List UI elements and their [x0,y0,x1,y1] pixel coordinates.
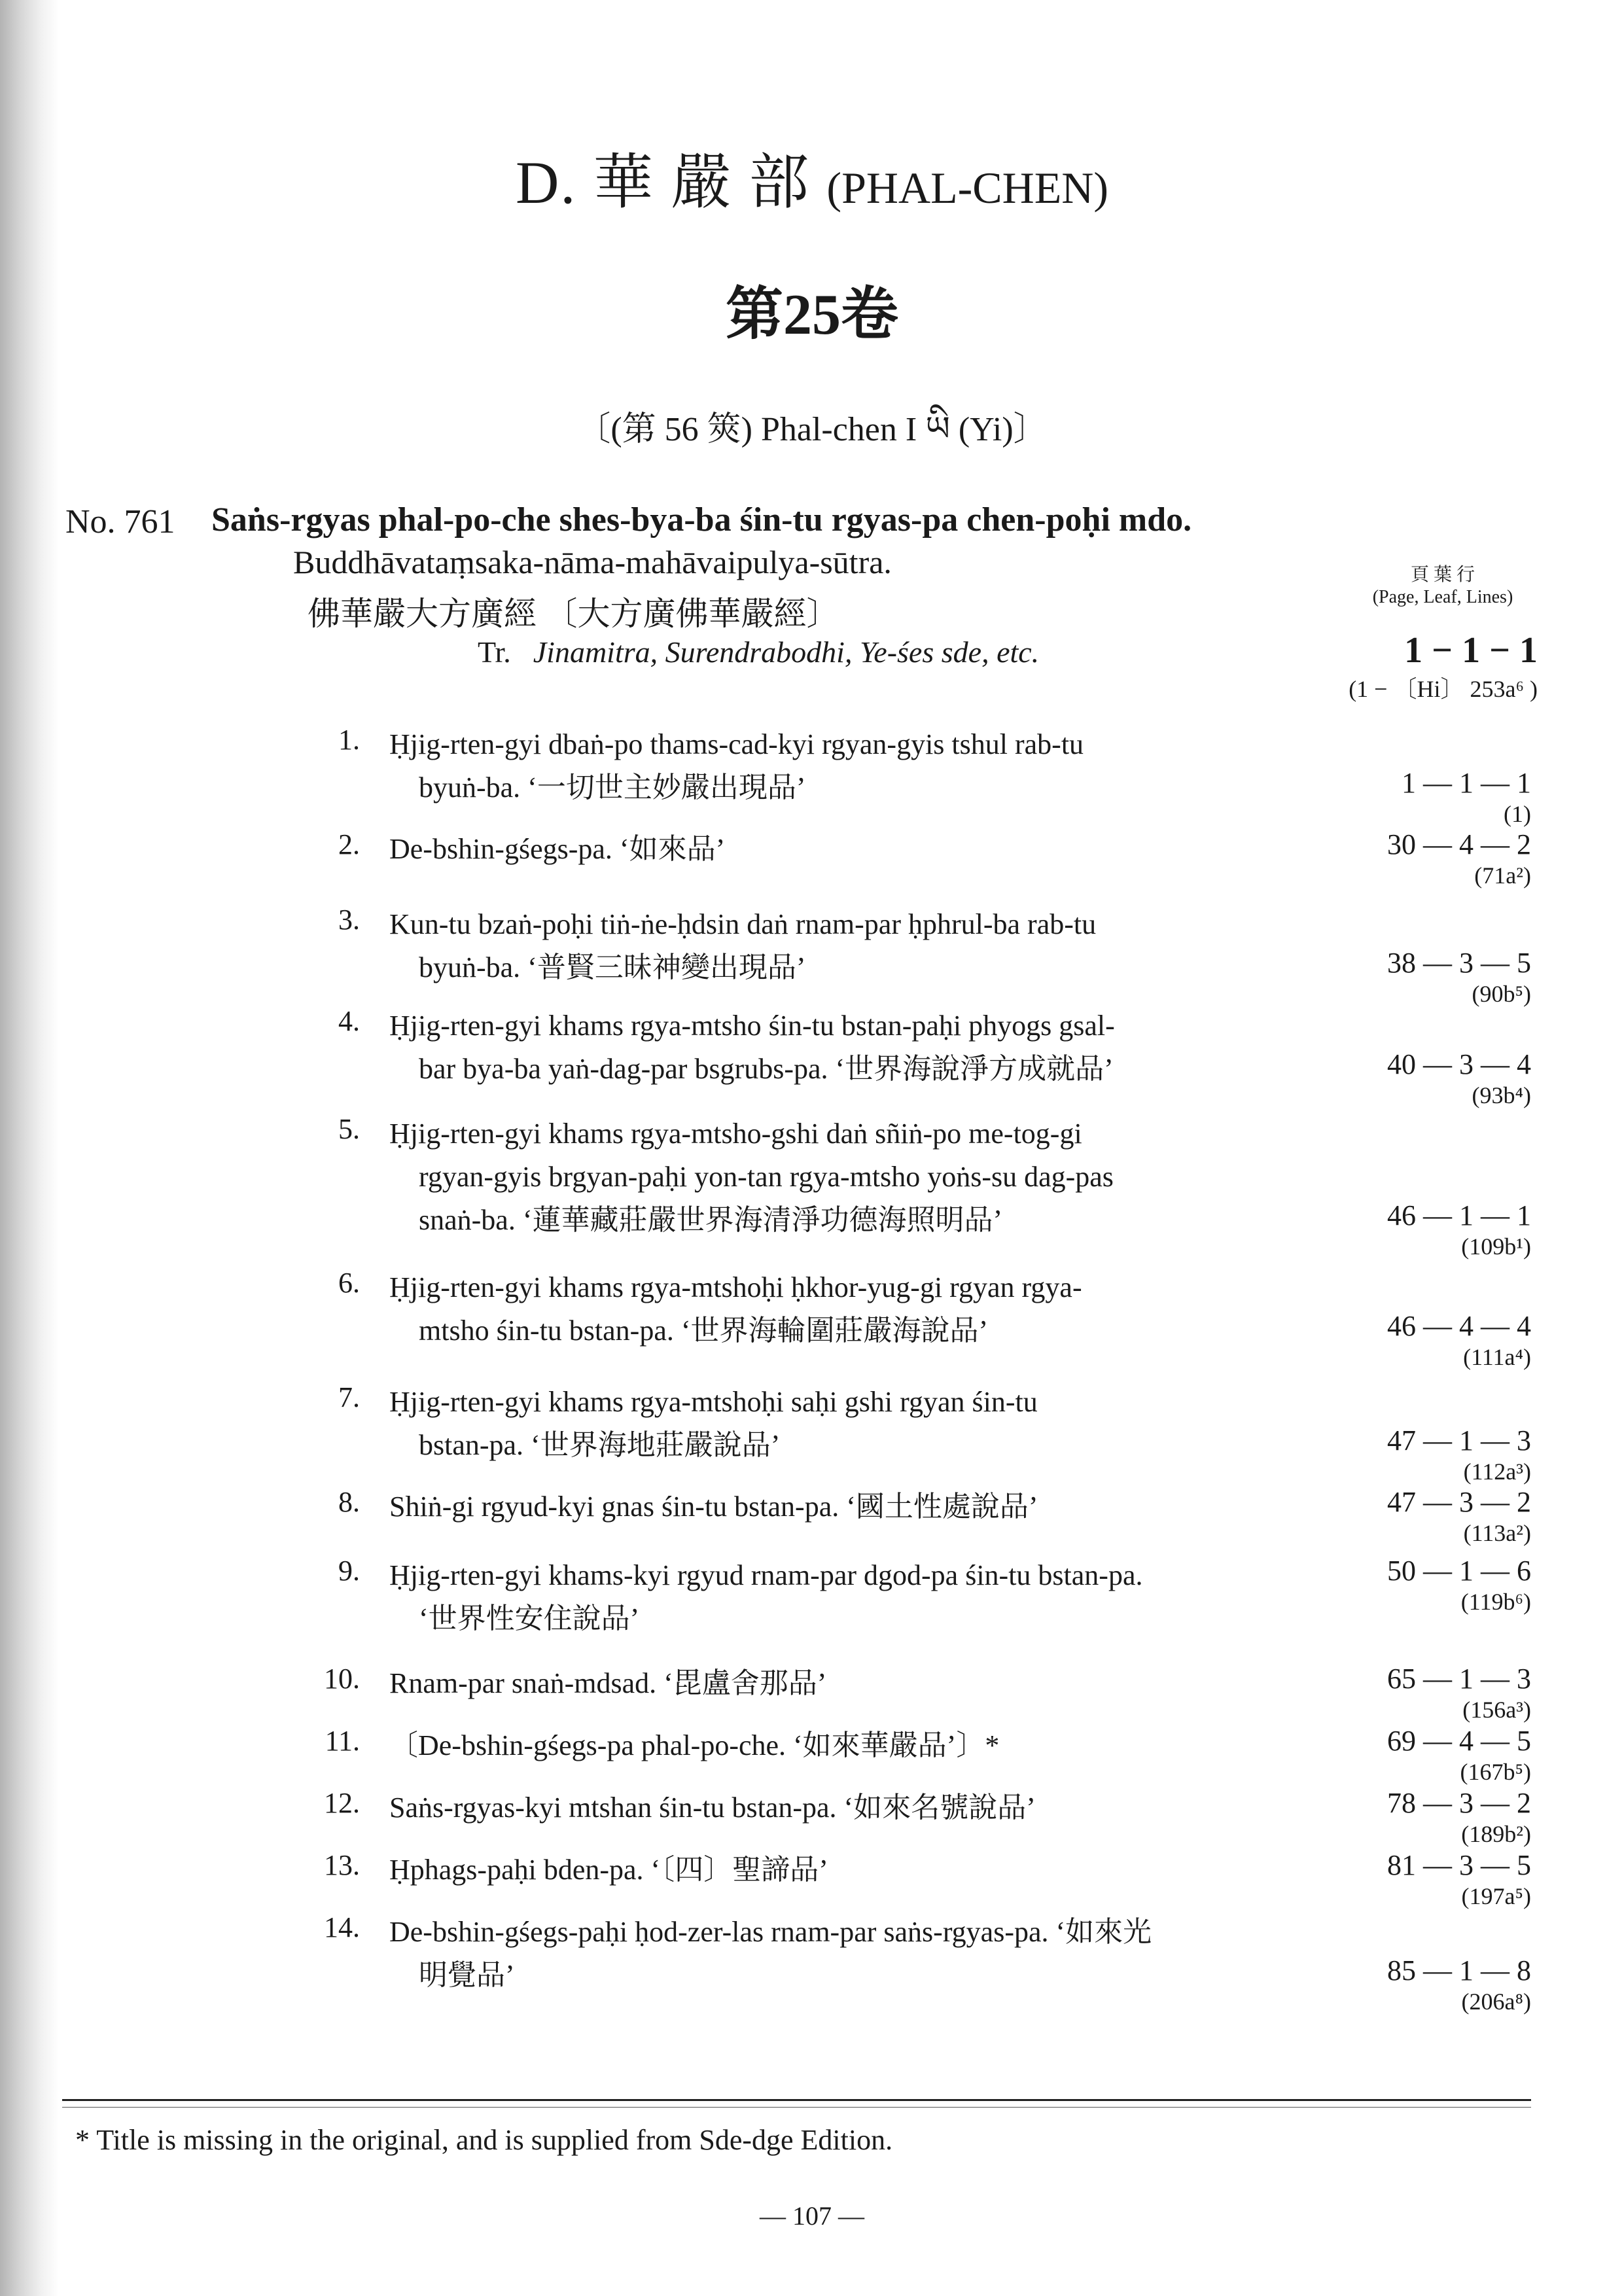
chapter-folio: (109b¹) [1461,1233,1531,1260]
chapter-title-line: Saṅs-rgyas-kyi mtshan śin-tu bstan-pa. ‘如來名號說品’ [389,1792,1036,1824]
chapter-title-line: 明覺品’ [419,1959,515,1991]
chapter-folio: (112a³) [1463,1458,1531,1485]
chapter-title-line: rgyan-gyis brgyan-paḥi yon-tan rgya-mtsho yoṅs-su dag-pas [419,1161,1114,1193]
chapter-number: 5. [338,1113,360,1145]
chapter-title-line: Ḥjig-rten-gyi khams rgya-mtsho śin-tu bstan-paḥi phyogs gsal- [389,1010,1115,1042]
footnote: * Title is missing in the original, and is supplied from Sde-dge Edition. [75,2124,893,2156]
chapter-title-line: Shiṅ-gi rgyud-kyi gnas śin-tu bstan-pa. ‘國土性處說品’ [389,1491,1038,1523]
footnote-rule-thin [62,2107,1531,2108]
chapter-title-line: byuṅ-ba. ‘普賢三昧神變出現品’ [419,951,806,983]
volume-heading: 第25卷 [725,283,898,347]
chapter-number: 4. [338,1005,360,1037]
chapter-title-line: snaṅ-ba. ‘蓮華藏莊嚴世界海清淨功德海照明品’ [419,1204,1003,1236]
chapter-folio: (71a²) [1474,862,1531,889]
chapter-reference: 38 — 3 — 5 [1387,947,1531,979]
translators-line [478,635,1039,669]
chapter-title-line: Ḥjig-rten-gyi khams rgya-mtshoḥi ḥkhor-yug-gi rgyan rgya- [389,1271,1082,1303]
tibetan-title: Saṅs-rgyas phal-po-che shes-bya-ba śin-tu rgyas-pa chen-poḥi mdo. [211,501,1192,539]
chapter-number: 1. [338,724,360,756]
chapter-folio: (90b⁵) [1472,981,1531,1007]
chapter-reference: 50 — 1 — 6 [1387,1555,1531,1587]
chapter-reference: 85 — 1 — 8 [1387,1954,1531,1987]
chapter-reference: 69 — 4 — 5 [1387,1725,1531,1757]
chapter-folio: (111a⁴) [1463,1344,1531,1370]
footnote-rule [62,2099,1531,2101]
chapter-number: 13. [324,1849,360,1881]
volume-subtitle: 〔(第 56 筴) Phal-chen I ཡི (Yi)〕 [576,411,1048,448]
chapter-folio: (167b⁵) [1460,1759,1531,1785]
chapter-folio: (197a⁵) [1461,1883,1531,1909]
section-letter: D. [515,149,577,216]
chapter-number: 6. [338,1267,360,1299]
chapter-title-line: mtsho śin-tu bstan-pa. ‘世界海輪圍莊嚴海說品’ [419,1315,989,1347]
chapter-reference: 78 — 3 — 2 [1387,1787,1531,1819]
chapter-number: 9. [338,1555,360,1587]
chapter-reference: 47 — 1 — 3 [1387,1424,1531,1457]
chapter-number: 10. [324,1663,360,1695]
chapter-reference: 46 — 1 — 1 [1387,1199,1531,1231]
chapter-number: 2. [338,828,360,860]
chapter-folio: (93b⁴) [1472,1082,1531,1108]
chapter-title-line: Rnam-par snaṅ-mdsad. ‘毘盧舍那品’ [389,1667,827,1699]
entry-number: No. 761 [65,503,175,540]
page-number: — 107 — [760,2201,864,2231]
chapter-title-line: Ḥjig-rten-gyi khams-kyi rgyud rnam-par dgod-pa śin-tu bstan-pa. [389,1559,1143,1591]
chapter-title-line: 〔De-bshin-gśegs-pa phal-po-che. ‘如來華嚴品’〕* [389,1729,1000,1761]
chapter-reference: 40 — 3 — 4 [1387,1048,1531,1080]
chapter-reference: 81 — 3 — 5 [1387,1849,1531,1881]
sanskrit-title: Buddhāvataṃsaka-nāma-mahāvaipulya-sūtra. [293,544,892,580]
chapter-folio: (189b²) [1461,1821,1531,1847]
chapter-reference: 46 — 4 — 4 [1387,1310,1531,1342]
chapter-folio: (156a³) [1462,1697,1531,1723]
chapter-title-line: Ḥjig-rten-gyi khams rgya-mtshoḥi saḥi gshi rgyan śin-tu [389,1386,1038,1418]
chapter-folio: (1) [1504,801,1531,827]
main-folio: (1 − 〔Hi〕 253a⁶ ) [1349,676,1538,702]
chapter-reference: 65 — 1 — 3 [1387,1663,1531,1695]
main-reference: 1 − 1 − 1 [1404,630,1538,671]
chapter-number: 8. [338,1486,360,1518]
chapter-title-line: De-bshin-gśegs-paḥi ḥod-zer-las rnam-par saṅs-rgyas-pa. ‘如來光 [389,1916,1152,1948]
chapter-folio: (206a⁸) [1461,1988,1531,2015]
chapter-number: 11. [325,1725,360,1757]
chapter-title-line: Ḥjig-rten-gyi dbaṅ-po thams-cad-kyi rgyan-gyis tshul rab-tu [389,728,1084,760]
chapter-title-line: De-bshin-gśegs-pa. ‘如來品’ [389,833,726,865]
section-latin: (PHAL-CHEN) [826,163,1109,213]
translator-label: Tr. [478,635,511,669]
chapter-folio: (119b⁶) [1460,1589,1531,1615]
chapter-title-line: Kun-tu bzaṅ-poḥi tiṅ-ṅe-ḥdsin daṅ rnam-par ḥphrul-ba rab-tu [389,908,1097,940]
reference-header-cn: 頁 葉 行 [1410,565,1475,585]
section-kanji: 華 嚴 部 [593,149,811,216]
chapter-title-line: Ḥjig-rten-gyi khams rgya-mtsho-gshi daṅ sñiṅ-po me-tog-gi [389,1118,1082,1150]
chapter-title-line: bar bya-ba yaṅ-dag-par bsgrubs-pa. ‘世界海說淨方成就品’ [419,1053,1114,1085]
chapter-folio: (113a²) [1463,1520,1531,1546]
chapter-number: 12. [324,1787,360,1819]
chapter-title-line: byuṅ-ba. ‘一切世主妙嚴出現品’ [419,771,806,804]
chapter-title-line: ‘世界性安住說品’ [419,1602,640,1634]
reference-header-en: (Page, Leaf, Lines) [1372,587,1513,607]
chapter-title-line: Ḥphags-paḥi bden-pa. ‘〔四〕聖諦品’ [389,1854,828,1886]
chapter-reference: 47 — 3 — 2 [1387,1486,1531,1518]
chapter-title-line: bstan-pa. ‘世界海地莊嚴說品’ [419,1429,781,1461]
reference-header [1325,564,1561,609]
chapter-number: 3. [338,904,360,936]
translators: Jinamitra, Surendrabodhi, Ye-śes sde, etc. [533,635,1040,669]
chapter-number: 7. [338,1381,360,1413]
chapter-reference: 30 — 4 — 2 [1387,828,1531,860]
chinese-title: 佛華嚴大方廣經 〔大方廣佛華嚴經〕 [308,595,839,632]
chapter-number: 14. [324,1911,360,1943]
section-title [0,134,1624,221]
chapter-reference: 1 — 1 — 1 [1402,767,1531,799]
